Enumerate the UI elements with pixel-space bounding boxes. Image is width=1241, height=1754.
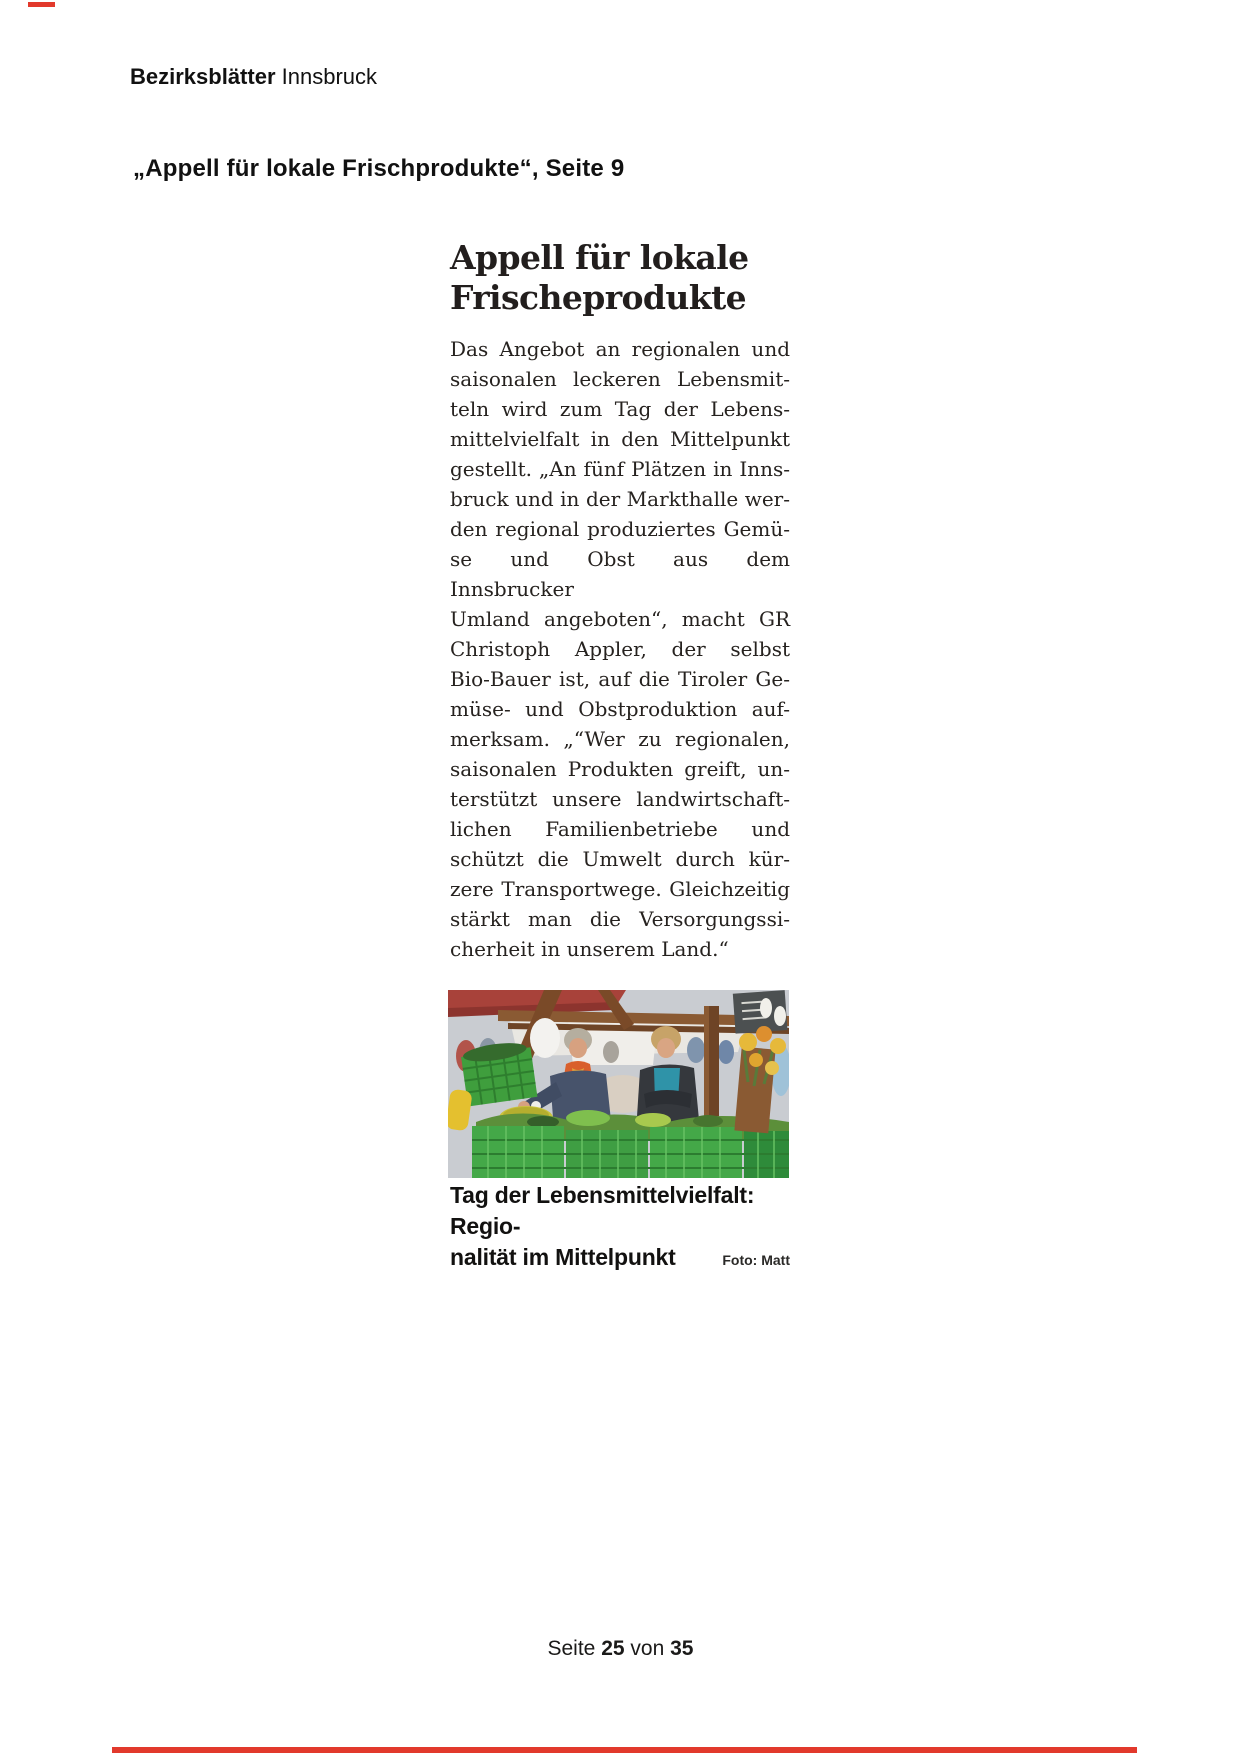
article-headline: Appell für lokale Frischeprodukte bbox=[450, 238, 749, 317]
scan-artifact-bottom-line bbox=[112, 1747, 1137, 1753]
photo-caption bbox=[450, 1180, 790, 1276]
page-footer bbox=[0, 1637, 1241, 1661]
article-column bbox=[450, 238, 790, 964]
market-scene-illustration bbox=[448, 990, 789, 1178]
vegetable-crates bbox=[472, 1126, 789, 1178]
scan-artifact-top-left bbox=[28, 2, 55, 7]
publication-name: Bezirksblätter bbox=[130, 64, 276, 89]
photo-credit: Foto: Matt bbox=[722, 1252, 790, 1268]
article-body: Das Angebot an regionalen und saisonalen leckeren Lebensmit- teln wird zum Tag der Lebens- mittelvielfalt in den Mittelpunkt gestellt. „An fünf Plätzen in Inns- bruck und in der Markthalle wer- den regional produziertes Gemü- se und Obst aus dem Innsbrucker Umland angeboten“, macht GR Christoph Appler, der selbst Bio-Bauer ist, auf die Tiroler Ge- müse- und Obstproduktion auf- merksam. „“Wer zu regionalen, saisonalen Produkten greift, un- terstützt unsere landwirtschaft- lichen Familienbetriebe und schützt die Umwelt durch kür- zere Transportwege. Gleichzeitig stärkt man die Versorgungssi- cherheit in unserem Land.“ bbox=[450, 337, 790, 961]
footer-label-of: von bbox=[630, 1637, 665, 1660]
document-header bbox=[130, 64, 377, 90]
caption-line-2: nalität im Mittelpunkt bbox=[450, 1244, 676, 1270]
clipping-title: „Appell für lokale Frischprodukte“, Seite 9 bbox=[133, 155, 625, 182]
footer-label-page: Seite bbox=[547, 1637, 596, 1660]
footer-current-page: 25 bbox=[601, 1637, 625, 1660]
article-photo bbox=[448, 990, 789, 1178]
publication-region: Innsbruck bbox=[281, 64, 378, 89]
caption-line-1: Tag der Lebensmittelvielfalt: Regio- bbox=[450, 1182, 755, 1239]
footer-total-pages: 35 bbox=[670, 1637, 694, 1660]
